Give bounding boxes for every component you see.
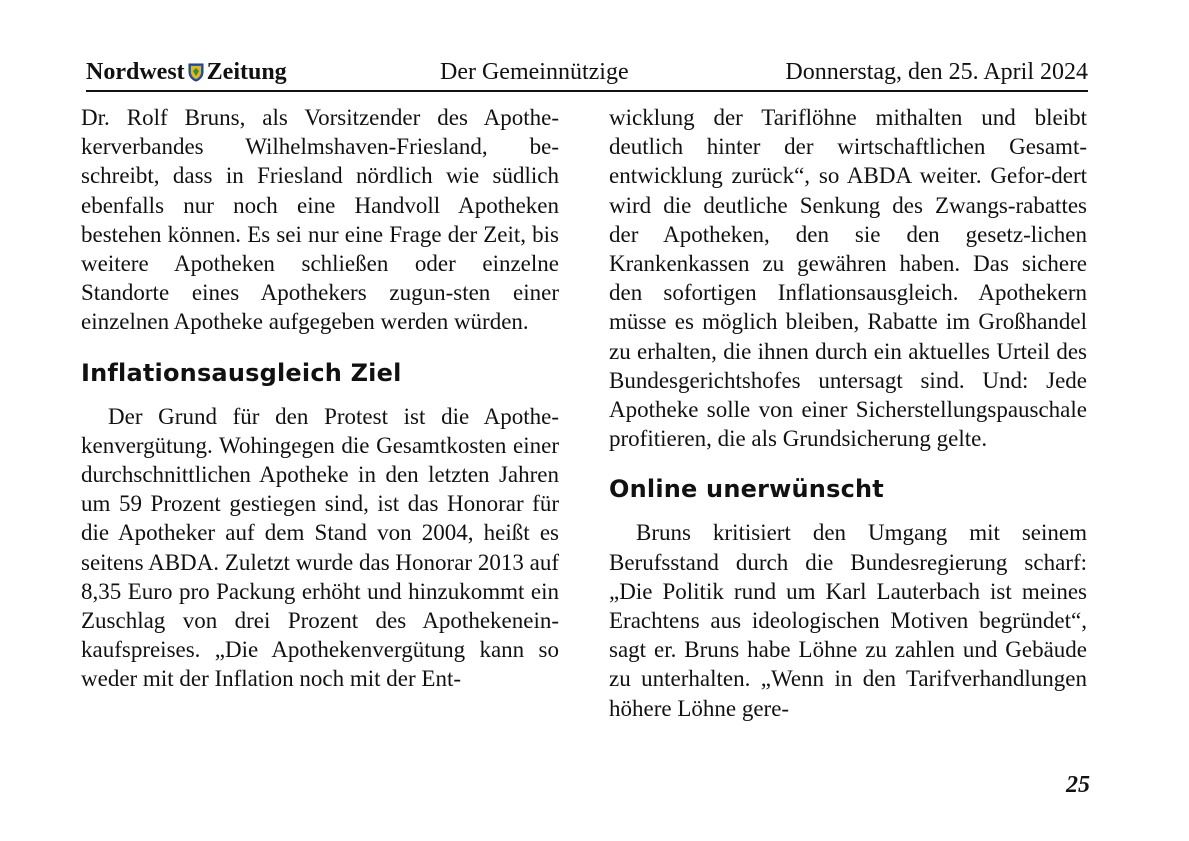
- right-paragraph-1: wicklung der Tariflöhne mithalten und bleibt deutlich hinter der wirtschaftlichen Gesamt-entwicklung zurück“, so ABDA weiter. Gefor-dert wird die deutliche Senkung des Zwangs-rabattes der Apotheken, den sie den gesetz-lichen Krankenkassen zu gewähren haben. Das sichere den sofortigen Inflationsausgleich. Apothekern müsse es möglich bleiben, Rabatte im Großhandel zu erhalten, die ihnen durch ein aktuelles Urteil des Bundesgerichtshofes untersagt sind. Und: Jede Apotheke solle von einer Sicherstellungspauschale profitieren, die als Grundsicherung gelte.: [609, 105, 1087, 452]
- right-column: [609, 103, 1087, 723]
- coat-of-arms-icon: [188, 59, 204, 78]
- brand-name-part1: Nordwest: [86, 59, 185, 85]
- left-subheading: Inflationsausgleich Ziel: [81, 358, 402, 387]
- left-paragraph-2: Der Grund für den Protest ist die Apothe-kenvergütung. Wohingegen die Gesamtkosten einer durchschnittlichen Apotheke in den letzten Jahren um 59 Prozent gestiegen sind, ist das Honorar für die Apotheker auf dem Stand von 2004, heißt es seitens ABDA. Zuletzt wurde das Honorar 2013 auf 8,35 Euro pro Packung erhöht und hinzukommt ein Zuschlag von drei Prozent des Apothekenein-kaufspreises. „Die Apothekenvergütung kann so weder mit der Inflation noch mit der Ent-: [81, 403, 559, 692]
- left-paragraph-1: Dr. Rolf Bruns, als Vorsitzender des Apothe-kerverbandes Wilhelmshaven-Friesland, be-schreibt, dass in Friesland nördlich wie südlich ebenfalls nur noch eine Handvoll Apotheken bestehen können. Es sei nur eine Frage der Zeit, bis weitere Apotheken schließen oder einzelne Standorte eines Apothekers zugun-sten einer einzelnen Apotheke aufgegeben werden würden.: [81, 105, 559, 335]
- masthead-logo: [86, 56, 287, 88]
- right-paragraph-2: Bruns kritisiert den Umgang mit seinem Berufsstand durch die Bundesregierung scharf: „Die Politik rund um Karl Lauterbach ist meines Erachtens aus ideologischen Motiven begründet“, sagt er. Bruns habe Löhne zu zahlen und Gebäude zu unterhalten. „Wenn in den Tarifverhandlungen höhere Löhne gere-: [609, 520, 1087, 721]
- section-title: Der Gemeinnützige: [440, 59, 629, 85]
- page-header: [86, 56, 1088, 92]
- issue-date: Donnerstag, den 25. April 2024: [785, 59, 1088, 85]
- page-number: 25: [1066, 772, 1090, 798]
- right-subheading: Online unerwünscht: [609, 475, 884, 504]
- left-column: [81, 103, 559, 694]
- brand-name-part2: Zeitung: [206, 59, 287, 85]
